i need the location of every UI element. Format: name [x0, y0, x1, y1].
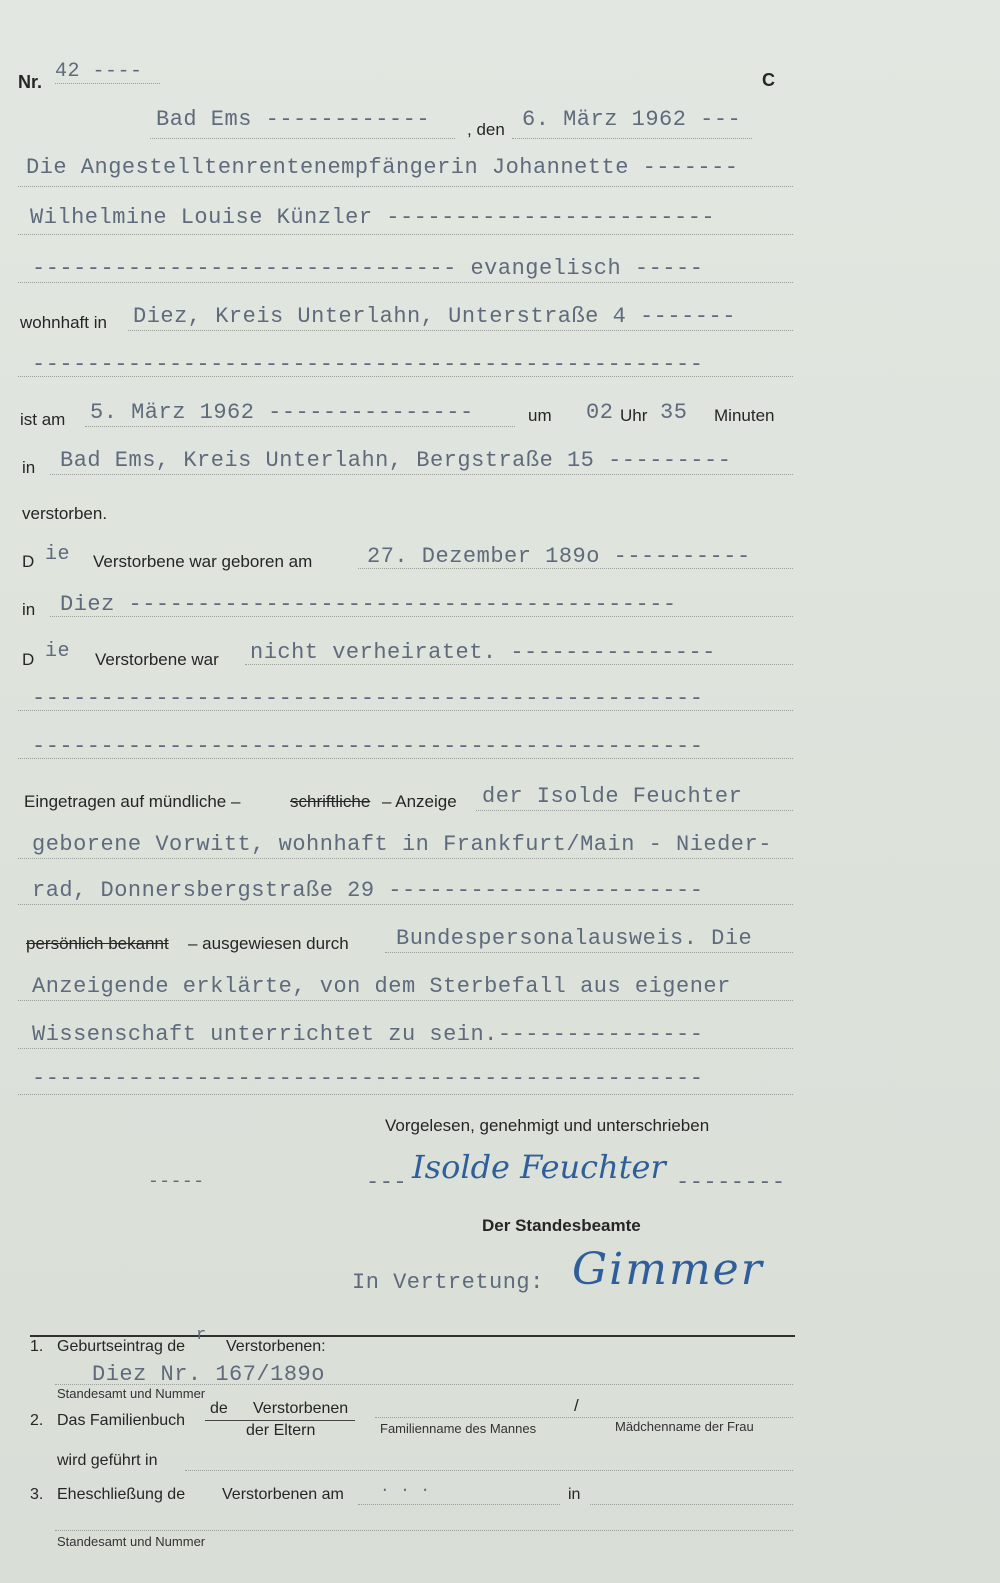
item1-label: Geburtseintrag de: [57, 1338, 186, 1355]
maedchenname-label: Mädchenname der Frau: [615, 1419, 754, 1434]
form-letter: C: [762, 70, 775, 90]
item2-verstorbenen: Verstorbenen: [253, 1400, 349, 1417]
uhr-label: Uhr: [620, 406, 648, 425]
informant-address: rad, Donnersbergstraße 29 -----------------------: [32, 878, 704, 903]
vorgelesen-label: Vorgelesen, genehmigt und unterschrieben: [385, 1116, 710, 1135]
marital-continuation-2: -------------------------------------------------: [32, 734, 704, 759]
birth-date: 27. Dezember 189o ----------: [367, 544, 751, 569]
fraction-divider: [205, 1420, 355, 1421]
item3-verstorbenen: Verstorbenen am: [222, 1486, 344, 1503]
statement-text-3: -------------------------------------------------: [32, 1066, 704, 1091]
marriage-place-line: [590, 1504, 793, 1505]
gefuehrt-line: [185, 1470, 793, 1471]
marital-status: nicht verheiratet. ---------------: [250, 640, 716, 665]
standesamt-label-2: Standesamt und Nummer: [57, 1534, 206, 1549]
marital-continuation-1: -------------------------------------------------: [32, 686, 704, 711]
entry-number: 42 ----: [55, 60, 160, 84]
marriage-date-line: [358, 1504, 560, 1505]
standesamt-label-1: Standesamt und Nummer: [57, 1386, 206, 1401]
deceased-name: Wilhelmine Louise Künzler ------------------------: [30, 205, 716, 230]
dashes-mid-left: ---: [366, 1170, 408, 1195]
death-place: Bad Ems, Kreis Unterlahn, Bergstraße 15 ---------: [60, 448, 732, 473]
item2-number: 2.: [30, 1412, 44, 1429]
ausgewiesen-label: – ausgewiesen durch: [188, 934, 349, 953]
gefuehrt-label: wird geführt in: [57, 1452, 158, 1469]
death-date: 5. März 1962 ---------------: [90, 400, 474, 425]
item1-suffix: Verstorbenen:: [226, 1338, 326, 1355]
vertretung-label: In Vertretung:: [352, 1270, 544, 1295]
item3-number: 3.: [30, 1486, 44, 1503]
birth-place: Diez ----------------------------------------: [60, 592, 677, 617]
informant-name: der Isolde Feuchter: [482, 784, 743, 809]
footer-divider: [30, 1335, 795, 1337]
persoenlich-bekannt-label: persönlich bekannt: [26, 934, 169, 953]
birth-in-label: in: [22, 600, 36, 619]
official-signature: Gimmer: [572, 1244, 764, 1295]
id-document: Bundespersonalausweis. Die: [396, 926, 753, 951]
statement-text-1: Anzeigende erklärte, von dem Sterbefall aus eigener: [32, 974, 731, 999]
registration-date: 6. März 1962 ---: [522, 107, 742, 132]
item3-label: Eheschließung de: [57, 1486, 186, 1503]
residence-continuation: -------------------------------------------------: [32, 352, 704, 377]
death-hour: 02: [586, 400, 614, 425]
item2-slash: /: [574, 1396, 579, 1415]
nr-label: Nr.: [18, 72, 43, 92]
statement-text-2: Wissenschaft unterrichtet zu sein.---------------: [32, 1022, 704, 1047]
item2-de: de: [210, 1400, 228, 1417]
ist-am-label: ist am: [20, 410, 66, 429]
registration-place: Bad Ems ------------: [156, 107, 431, 132]
informant-signature: Isolde Feuchter: [412, 1148, 666, 1186]
dashes-right: --------: [676, 1170, 786, 1195]
um-label: um: [528, 406, 552, 425]
item2-label: Das Familienbuch: [57, 1412, 186, 1429]
item3-dots: . . .: [380, 1478, 431, 1496]
item1-r: r: [196, 1326, 207, 1345]
den-label: , den: [467, 120, 505, 139]
marriage-entry-line: [55, 1530, 793, 1531]
marital-d-label: D: [22, 650, 35, 669]
dashes-left: -----: [148, 1172, 205, 1192]
death-minute: 35: [660, 400, 688, 425]
anzeige-label: – Anzeige: [382, 792, 457, 811]
deceased-occupation-name: Die Angestelltenrentenempfängerin Johannette -------: [26, 155, 739, 180]
informant-birth-name-residence: geborene Vorwitt, wohnhaft in Frankfurt/Main - Nieder-: [32, 832, 772, 857]
verstorbene-war-label: Verstorbene war: [95, 650, 219, 669]
item2-eltern: der Eltern: [246, 1422, 316, 1439]
schriftliche-label: schriftliche: [290, 792, 371, 811]
item3-in: in: [568, 1486, 581, 1503]
geboren-label: Verstorbene war geboren am: [93, 552, 313, 571]
standesbeamte-label: Der Standesbeamte: [482, 1216, 641, 1235]
minuten-label: Minuten: [714, 406, 775, 425]
birth-gender-suffix: ie: [45, 543, 71, 566]
marital-gender-suffix: ie: [45, 640, 71, 663]
birth-entry-value: Diez Nr. 167/189o: [92, 1362, 325, 1387]
wohnhaft-label: wohnhaft in: [20, 313, 107, 332]
death-in-label: in: [22, 458, 36, 477]
birth-d-label: D: [22, 552, 35, 571]
deceased-residence: Diez, Kreis Unterlahn, Unterstraße 4 -------: [133, 304, 736, 329]
familienname-label: Familienname des Mannes: [380, 1421, 537, 1436]
deceased-religion: ------------------------------- evangelisch -----: [32, 256, 704, 281]
verstorben-label: verstorben.: [22, 504, 108, 523]
family-book-line: [375, 1417, 793, 1418]
eingetragen-label: Eingetragen auf mündliche –: [24, 792, 241, 811]
item1-number: 1.: [30, 1338, 44, 1355]
